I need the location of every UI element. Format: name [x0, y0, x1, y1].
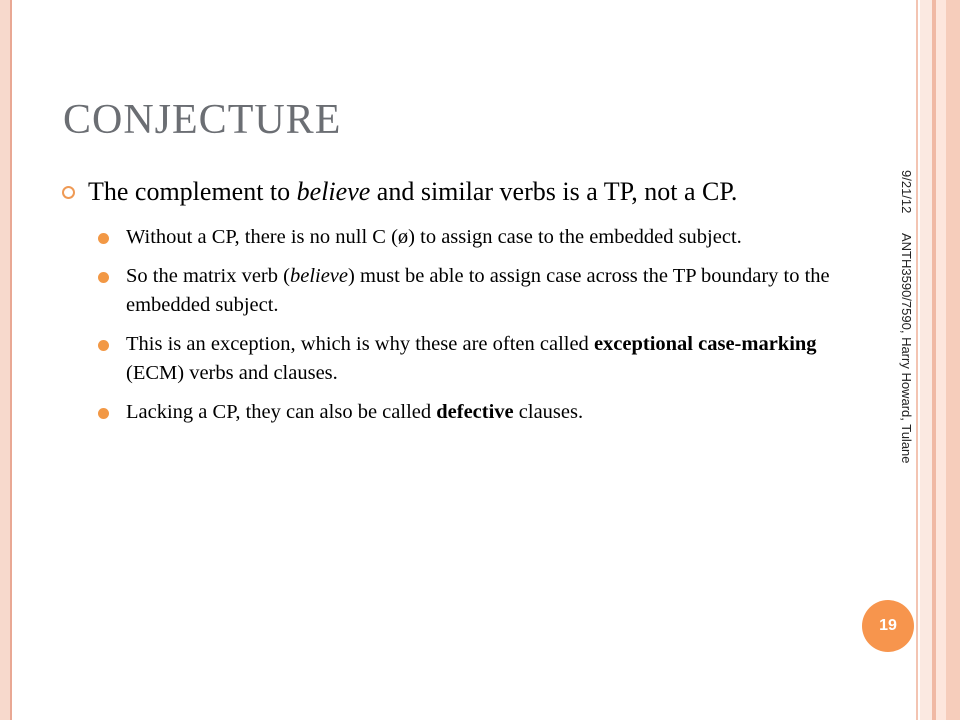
main-bullet [60, 174, 840, 210]
slide-footer-vertical [894, 170, 914, 550]
page-number-badge [862, 600, 914, 652]
course-info: ANTH3590/7590, Harry Howard, Tulane [899, 233, 914, 464]
main-text-3: and similar verbs is a TP, not a CP. [370, 177, 738, 206]
sub-bullet [60, 398, 840, 427]
sub-text-bold: exceptional case-marking [593, 333, 817, 355]
main-text-1: The complement to [88, 177, 297, 206]
slide-title: CONJECTURE [63, 97, 342, 143]
sub-bullet [60, 223, 840, 252]
sub-text: clauses. [513, 401, 584, 423]
sub-text-bold: defective [436, 401, 514, 423]
page-number: 19 [879, 617, 897, 634]
sub-text-italic: believe [289, 265, 349, 287]
sub-text: ) must be able to assign case across the TP boundary to the embedded subject. [126, 265, 830, 316]
right-stripe [946, 0, 960, 720]
sub-bullet [60, 330, 840, 388]
dot-bullet-icon [98, 408, 109, 419]
dot-bullet-icon [98, 233, 109, 244]
right-stripe [920, 0, 932, 720]
sub-text: So the matrix verb ( [126, 265, 290, 287]
ring-bullet-icon [62, 186, 75, 199]
slide-content [60, 174, 840, 437]
sub-text: Lacking a CP, they can also be called [126, 401, 437, 423]
sub-bullet [60, 262, 840, 320]
dot-bullet-icon [98, 272, 109, 283]
left-border-line [10, 0, 12, 720]
main-text-italic: believe [296, 177, 371, 206]
right-stripe [916, 0, 918, 720]
dot-bullet-icon [98, 340, 109, 351]
sub-text: This is an exception, which is why these are often called [126, 333, 594, 355]
right-stripe [936, 0, 946, 720]
sub-text: (ECM) verbs and clauses. [126, 362, 338, 384]
left-border [0, 0, 10, 720]
slide-date: 9/21/12 [899, 170, 914, 214]
sub-text: Without a CP, there is no null C (ø) to assign case to the embedded subject. [126, 226, 742, 248]
